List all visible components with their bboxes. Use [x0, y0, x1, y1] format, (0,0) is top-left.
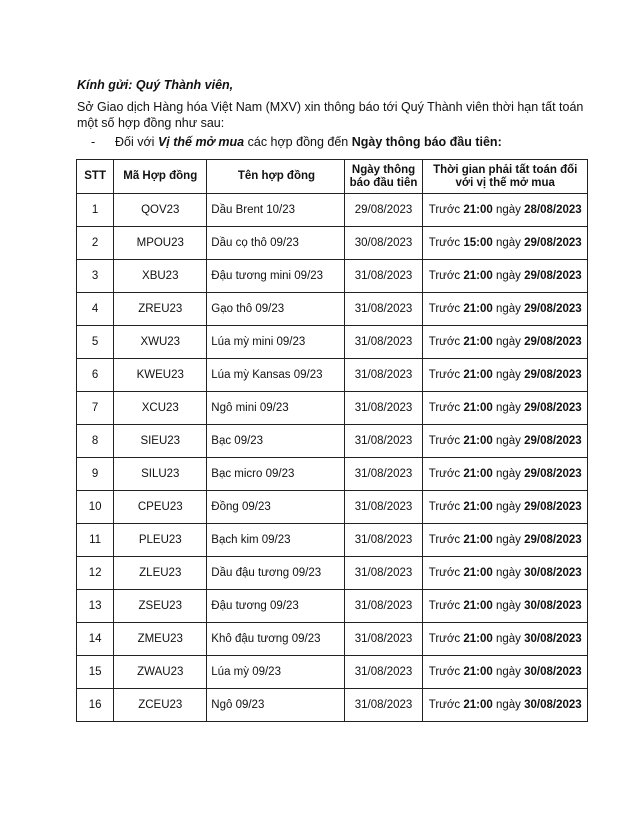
- cell-name: Ngô mini 09/23: [207, 392, 344, 425]
- cell-deadline: [423, 260, 588, 293]
- deadline-date: 30/08/2023: [524, 633, 582, 645]
- cell-deadline: [423, 557, 588, 590]
- bullet-position: Vị thế mở mua: [157, 135, 245, 149]
- cell-name: Đậu tương 09/23: [207, 590, 344, 623]
- deadline-prefix: Trước: [428, 204, 461, 216]
- deadline-prefix: Trước: [428, 567, 461, 579]
- cell-notice-date: 31/08/2023: [344, 524, 423, 557]
- deadline-middle: ngày: [495, 699, 521, 711]
- cell-stt: 4: [77, 293, 114, 326]
- table-row: [77, 293, 588, 326]
- deadline-middle: ngày: [495, 336, 521, 348]
- bullet-dash: -: [91, 135, 96, 149]
- deadline-prefix: Trước: [428, 237, 461, 249]
- table-row: [77, 458, 588, 491]
- deadline-prefix: Trước: [428, 633, 461, 645]
- cell-stt: 12: [77, 557, 114, 590]
- deadline-date: 29/08/2023: [524, 534, 582, 546]
- cell-notice-date: 29/08/2023: [344, 194, 423, 227]
- cell-code: ZSEU23: [114, 590, 207, 623]
- cell-name: Bạc micro 09/23: [207, 458, 344, 491]
- cell-deadline: [423, 590, 588, 623]
- cell-deadline: [423, 293, 588, 326]
- cell-name: Đậu tương mini 09/23: [207, 260, 344, 293]
- cell-notice-date: 31/08/2023: [344, 689, 423, 722]
- table-row: [77, 656, 588, 689]
- cell-notice-date: 31/08/2023: [344, 293, 423, 326]
- deadline-time: 15:00: [463, 237, 493, 249]
- cell-notice-date: 31/08/2023: [344, 326, 423, 359]
- cell-notice-date: 31/08/2023: [344, 656, 423, 689]
- table-row: [77, 260, 588, 293]
- header-stt: STT: [77, 160, 114, 194]
- deadline-prefix: Trước: [428, 336, 461, 348]
- cell-stt: 15: [77, 656, 114, 689]
- table-row: [77, 623, 588, 656]
- deadline-prefix: Trước: [428, 501, 461, 513]
- deadline-middle: ngày: [495, 237, 521, 249]
- table-row: [77, 227, 588, 260]
- table-row: [77, 524, 588, 557]
- deadline-prefix: Trước: [428, 468, 461, 480]
- deadline-time: 21:00: [463, 336, 493, 348]
- deadline-prefix: Trước: [428, 270, 461, 282]
- table-row: [77, 590, 588, 623]
- deadline-middle: ngày: [495, 633, 521, 645]
- cell-name: Đồng 09/23: [207, 491, 344, 524]
- deadline-date: 30/08/2023: [524, 567, 582, 579]
- cell-stt: 8: [77, 425, 114, 458]
- deadline-middle: ngày: [495, 435, 521, 447]
- header-notice-date: Ngày thông báo đầu tiên: [344, 160, 423, 194]
- deadline-middle: ngày: [495, 303, 521, 315]
- cell-notice-date: 31/08/2023: [344, 260, 423, 293]
- cell-notice-date: 31/08/2023: [344, 590, 423, 623]
- cell-notice-date: 31/08/2023: [344, 392, 423, 425]
- cell-notice-date: 31/08/2023: [344, 458, 423, 491]
- table-row: [77, 491, 588, 524]
- cell-stt: 16: [77, 689, 114, 722]
- cell-deadline: [423, 623, 588, 656]
- cell-stt: 1: [77, 194, 114, 227]
- cell-notice-date: 30/08/2023: [344, 227, 423, 260]
- cell-notice-date: 31/08/2023: [344, 359, 423, 392]
- deadline-middle: ngày: [495, 534, 521, 546]
- cell-code: XWU23: [114, 326, 207, 359]
- deadline-date: 28/08/2023: [524, 204, 582, 216]
- deadline-time: 21:00: [463, 468, 493, 480]
- cell-name: Khô đậu tương 09/23: [207, 623, 344, 656]
- contracts-table: [76, 159, 588, 722]
- cell-name: Bạc 09/23: [207, 425, 344, 458]
- deadline-date: 29/08/2023: [524, 303, 582, 315]
- cell-notice-date: 31/08/2023: [344, 491, 423, 524]
- cell-deadline: [423, 689, 588, 722]
- cell-deadline: [423, 359, 588, 392]
- cell-stt: 14: [77, 623, 114, 656]
- table-row: [77, 359, 588, 392]
- deadline-middle: ngày: [495, 567, 521, 579]
- cell-name: Lúa mỳ 09/23: [207, 656, 344, 689]
- deadline-time: 21:00: [463, 402, 493, 414]
- deadline-middle: ngày: [495, 402, 521, 414]
- bullet-date-label: Ngày thông báo đầu tiên:: [351, 135, 502, 149]
- cell-deadline: [423, 326, 588, 359]
- deadline-middle: ngày: [495, 270, 521, 282]
- cell-notice-date: 31/08/2023: [344, 557, 423, 590]
- cell-stt: 9: [77, 458, 114, 491]
- cell-code: ZMEU23: [114, 623, 207, 656]
- bullet-middle: các hợp đồng đến: [244, 135, 352, 149]
- deadline-prefix: Trước: [428, 369, 461, 381]
- deadline-date: 29/08/2023: [524, 435, 582, 447]
- deadline-date: 29/08/2023: [524, 237, 582, 249]
- deadline-time: 21:00: [463, 204, 493, 216]
- cell-deadline: [423, 524, 588, 557]
- bullet-line: [91, 135, 502, 149]
- deadline-prefix: Trước: [428, 402, 461, 414]
- cell-stt: 11: [77, 524, 114, 557]
- cell-code: SILU23: [114, 458, 207, 491]
- table-row: [77, 689, 588, 722]
- cell-code: XBU23: [114, 260, 207, 293]
- header-name: Tên hợp đồng: [207, 160, 344, 194]
- intro-paragraph: Sở Giao dịch Hàng hóa Việt Nam (MXV) xin thông báo tới Quý Thành viên thời hạn tất toán một số hợp đồng như sau:: [77, 100, 584, 130]
- cell-stt: 10: [77, 491, 114, 524]
- deadline-middle: ngày: [495, 666, 521, 678]
- deadline-date: 30/08/2023: [524, 666, 582, 678]
- cell-stt: 3: [77, 260, 114, 293]
- cell-stt: 2: [77, 227, 114, 260]
- deadline-prefix: Trước: [428, 303, 461, 315]
- cell-name: Ngô 09/23: [207, 689, 344, 722]
- cell-code: PLEU23: [114, 524, 207, 557]
- table-row: [77, 326, 588, 359]
- deadline-time: 21:00: [463, 699, 493, 711]
- deadline-date: 29/08/2023: [524, 402, 582, 414]
- cell-stt: 5: [77, 326, 114, 359]
- deadline-date: 29/08/2023: [524, 336, 582, 348]
- deadline-date: 29/08/2023: [524, 501, 582, 513]
- deadline-date: 30/08/2023: [524, 699, 582, 711]
- cell-code: QOV23: [114, 194, 207, 227]
- cell-code: KWEU23: [114, 359, 207, 392]
- deadline-time: 21:00: [463, 534, 493, 546]
- cell-code: ZLEU23: [114, 557, 207, 590]
- table-row: [77, 557, 588, 590]
- deadline-middle: ngày: [495, 468, 521, 480]
- cell-name: Bạch kim 09/23: [207, 524, 344, 557]
- table-row: [77, 194, 588, 227]
- deadline-date: 29/08/2023: [524, 270, 582, 282]
- deadline-middle: ngày: [495, 501, 521, 513]
- cell-deadline: [423, 194, 588, 227]
- deadline-time: 21:00: [463, 633, 493, 645]
- cell-stt: 7: [77, 392, 114, 425]
- cell-code: ZCEU23: [114, 689, 207, 722]
- cell-notice-date: 31/08/2023: [344, 623, 423, 656]
- cell-deadline: [423, 425, 588, 458]
- cell-deadline: [423, 491, 588, 524]
- deadline-time: 21:00: [463, 435, 493, 447]
- cell-name: Dầu Brent 10/23: [207, 194, 344, 227]
- cell-code: SIEU23: [114, 425, 207, 458]
- cell-code: MPOU23: [114, 227, 207, 260]
- deadline-middle: ngày: [495, 600, 521, 612]
- cell-deadline: [423, 227, 588, 260]
- deadline-time: 21:00: [463, 567, 493, 579]
- deadline-time: 21:00: [463, 369, 493, 381]
- header-code: Mã Hợp đồng: [114, 160, 207, 194]
- cell-deadline: [423, 392, 588, 425]
- cell-name: Dầu đậu tương 09/23: [207, 557, 344, 590]
- cell-code: ZWAU23: [114, 656, 207, 689]
- cell-name: Dầu cọ thô 09/23: [207, 227, 344, 260]
- deadline-middle: ngày: [495, 204, 521, 216]
- cell-deadline: [423, 656, 588, 689]
- table-row: [77, 392, 588, 425]
- table-row: [77, 425, 588, 458]
- deadline-prefix: Trước: [428, 435, 461, 447]
- deadline-date: 30/08/2023: [524, 600, 582, 612]
- deadline-date: 29/08/2023: [524, 369, 582, 381]
- deadline-prefix: Trước: [428, 600, 461, 612]
- cell-stt: 6: [77, 359, 114, 392]
- deadline-prefix: Trước: [428, 699, 461, 711]
- deadline-prefix: Trước: [428, 534, 461, 546]
- deadline-middle: ngày: [495, 369, 521, 381]
- cell-deadline: [423, 458, 588, 491]
- deadline-time: 21:00: [463, 600, 493, 612]
- cell-name: Lúa mỳ mini 09/23: [207, 326, 344, 359]
- cell-notice-date: 31/08/2023: [344, 425, 423, 458]
- bullet-prefix: Đối với: [115, 135, 158, 149]
- cell-name: Lúa mỳ Kansas 09/23: [207, 359, 344, 392]
- header-deadline: Thời gian phải tất toán đối với vị thế mở mua: [423, 160, 588, 194]
- deadline-time: 21:00: [463, 666, 493, 678]
- greeting: Kính gửi: Quý Thành viên,: [77, 78, 234, 92]
- deadline-date: 29/08/2023: [524, 468, 582, 480]
- cell-code: XCU23: [114, 392, 207, 425]
- deadline-time: 21:00: [463, 501, 493, 513]
- cell-name: Gạo thô 09/23: [207, 293, 344, 326]
- cell-code: CPEU23: [114, 491, 207, 524]
- cell-code: ZREU23: [114, 293, 207, 326]
- deadline-time: 21:00: [463, 303, 493, 315]
- deadline-prefix: Trước: [428, 666, 461, 678]
- table-header-row: [77, 160, 588, 194]
- cell-stt: 13: [77, 590, 114, 623]
- deadline-time: 21:00: [463, 270, 493, 282]
